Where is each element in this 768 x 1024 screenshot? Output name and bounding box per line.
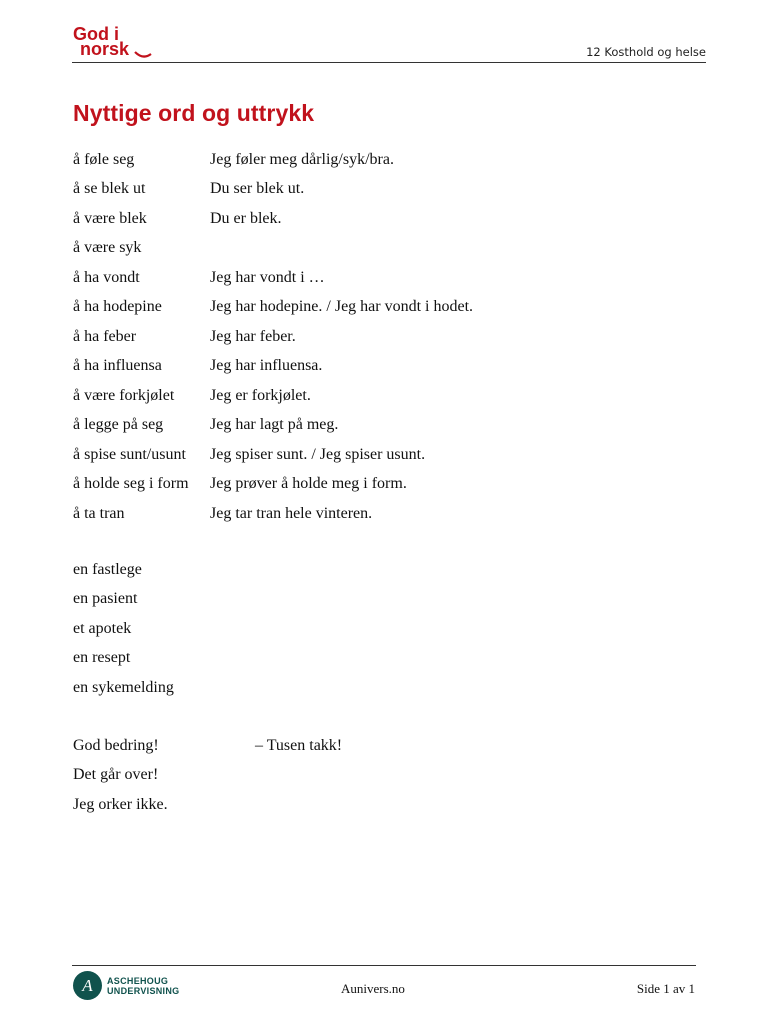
phrase-term: å være syk — [73, 239, 142, 257]
phrase-term: å være blek — [73, 209, 147, 227]
noun-item: en fastlege — [73, 560, 142, 578]
expression-text: Jeg orker ikke. — [73, 795, 168, 813]
phrase-row — [73, 470, 633, 500]
phrase-row — [73, 175, 633, 205]
phrase-row — [73, 352, 633, 382]
expression-row — [73, 790, 473, 820]
phrase-row — [73, 322, 633, 352]
phrase-term: å være forkjølet — [73, 386, 175, 404]
phrase-row — [73, 204, 633, 234]
phrase-term: å føle seg — [73, 150, 135, 168]
phrase-example: Jeg har hodepine. / Jeg har vondt i hodet. — [210, 298, 474, 316]
page-title: Nyttige ord og uttrykk — [73, 100, 315, 126]
noun-item: en sykemelding — [73, 678, 174, 696]
phrase-term: å legge på seg — [73, 416, 164, 434]
phrase-term: å ha feber — [73, 327, 137, 345]
expression-row — [73, 761, 473, 791]
chapter-title: 12 Kosthold og helse — [586, 45, 706, 59]
phrase-term: å ha influensa — [73, 357, 162, 375]
phrase-list — [73, 145, 633, 529]
phrase-row — [73, 263, 633, 293]
phrase-example: Jeg prøver å holde meg i form. — [210, 475, 407, 493]
phrase-row — [73, 234, 633, 264]
phrase-example: Jeg er forkjølet. — [210, 386, 311, 404]
phrase-example: Jeg spiser sunt. / Jeg spiser usunt. — [210, 445, 426, 463]
phrase-term: å ha hodepine — [73, 298, 162, 316]
god-i-norsk-logo — [73, 24, 159, 60]
logo-graphic — [73, 24, 159, 60]
phrase-example: Du er blek. — [210, 209, 282, 227]
noun-item: et apotek — [73, 619, 132, 637]
expression-row — [73, 731, 473, 761]
logo-text-line1: God i — [73, 24, 119, 44]
phrase-example: Du ser blek ut. — [210, 180, 305, 198]
expression-list — [73, 731, 473, 820]
expression-text: Det går over! — [73, 766, 159, 784]
phrase-row — [73, 293, 633, 323]
logo-swoosh — [135, 52, 151, 57]
noun-list — [73, 555, 174, 703]
phrase-term: å spise sunt/usunt — [73, 445, 186, 463]
phrase-row — [73, 381, 633, 411]
expression-text: God bedring! — [73, 736, 159, 754]
noun-item: en pasient — [73, 590, 138, 608]
publisher-name-line2: UNDERVISNING — [107, 985, 180, 996]
phrase-example: Jeg har lagt på meg. — [210, 416, 339, 434]
phrase-example: Jeg har influensa. — [210, 357, 323, 375]
phrase-row — [73, 440, 633, 470]
footer-site: Aunivers.no — [341, 981, 405, 996]
footer-divider — [72, 965, 696, 966]
page-number: Side 1 av 1 — [636, 981, 695, 996]
header-divider — [72, 62, 706, 63]
phrase-term: å se blek ut — [73, 180, 146, 198]
phrase-term: å ha vondt — [73, 268, 140, 286]
expression-reply: – Tusen takk! — [255, 736, 343, 754]
phrase-row — [73, 499, 633, 529]
noun-item: en resept — [73, 649, 131, 667]
phrase-example: Jeg tar tran hele vinteren. — [210, 504, 373, 522]
publisher-name-line1: ASCHEHOUG — [107, 975, 169, 986]
phrase-term: å holde seg i form — [73, 475, 189, 493]
phrase-example: Jeg har vondt i … — [210, 268, 325, 286]
phrase-row — [73, 145, 633, 175]
logo-text-line2: norsk — [80, 39, 130, 59]
publisher-logo — [73, 971, 179, 1000]
publisher-mark-icon: A — [73, 971, 102, 1000]
phrase-example: Jeg har feber. — [210, 327, 296, 345]
publisher-name — [107, 976, 179, 996]
phrase-term: å ta tran — [73, 504, 125, 522]
phrase-example: Jeg føler meg dårlig/syk/bra. — [210, 150, 394, 168]
phrase-row — [73, 411, 633, 441]
